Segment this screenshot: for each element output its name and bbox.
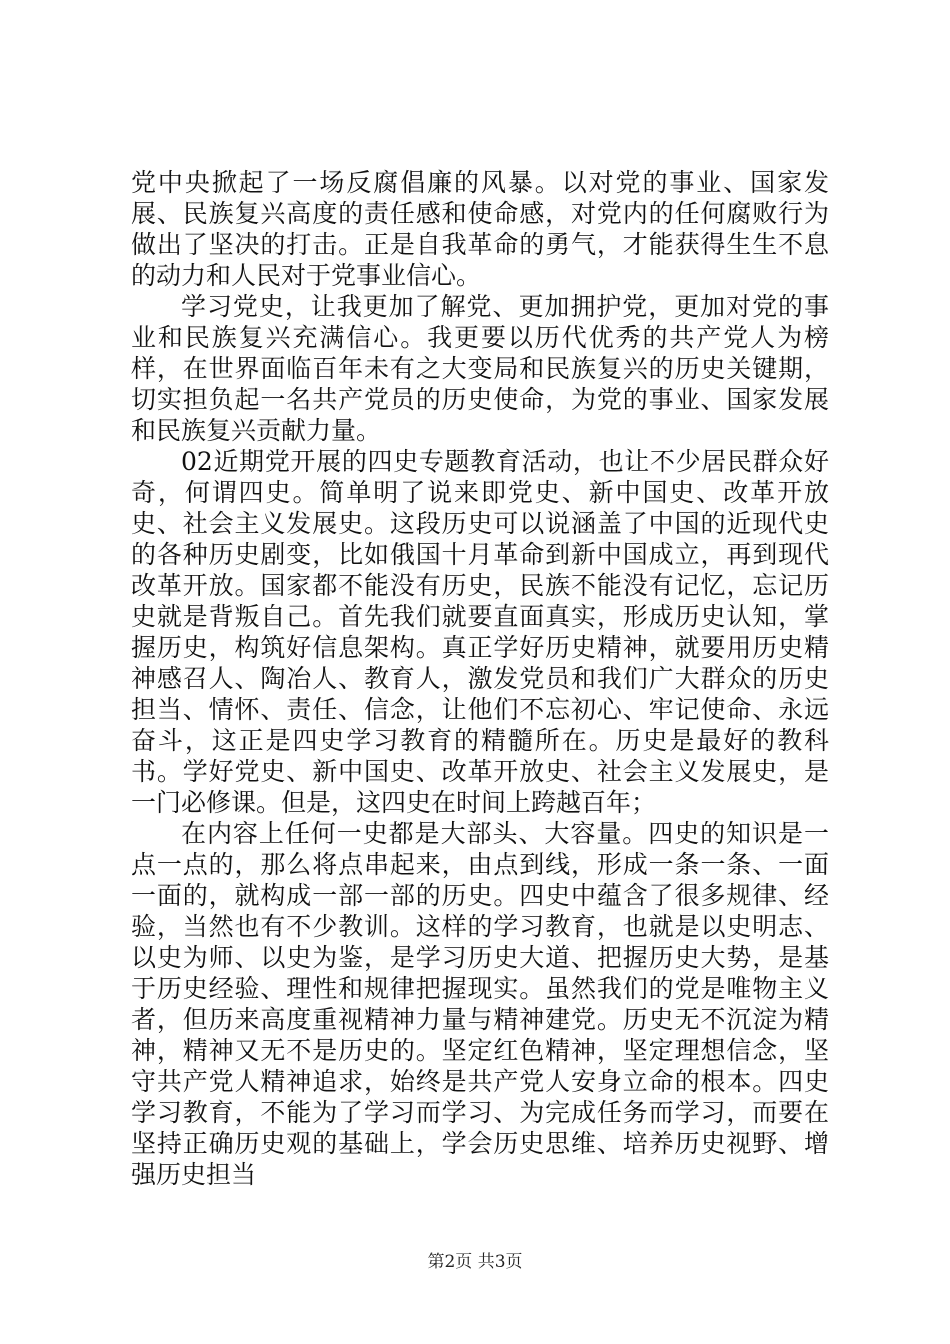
paragraph-2: 学习党史，让我更加了解党、更加拥护党，更加对党的事业和民族复兴充满信心。我更要以历代优秀的共产党人为榜样，在世界面临百年未有之大变局和民族复兴的历史关键期，切实担负起一名共产党员的历史使命，为党的事业、国家发展和民族复兴贡献力量。 <box>131 292 829 445</box>
paragraph-3: 02近期党开展的四史专题教育活动，也让不少居民群众好奇，何谓四史。简单明了说来即党史、新中国史、改革开放史、社会主义发展史。这段历史可以说涵盖了中国的近现代史的各种历史剧变，比如俄国十月革命到新中国成立，再到现代改革开放。国家都不能没有历史，民族不能没有记忆，忘记历史就是背叛自己。首先我们就要直面真实，形成历史认知，掌握历史，构筑好信息架构。真正学好历史精神，就要用历史精神感召人、陶冶人、教育人，激发党员和我们广大群众的历史担当、情怀、责任、信念，让他们不忘初心、牢记使命、永远奋斗，这正是四史学习教育的精髓所在。历史是最好的教科书。学好党史、新中国史、改革开放史、社会主义发展史，是一门必修课。但是，这四史在时间上跨越百年； <box>131 447 829 817</box>
page-number-footer: 第2页 共3页 <box>427 1252 523 1272</box>
paragraph-4: 在内容上任何一史都是大部头、大容量。四史的知识是一点一点的，那么将点串起来，由点到线，形成一条一条、一面一面的，就构成一部一部的历史。四史中蕴含了很多规律、经验，当然也有不少教训。这样的学习教育，也就是以史明志、以史为师、以史为鉴，是学习历史大道、把握历史大势，是基于历史经验、理性和规律把握现实。虽然我们的党是唯物主义者，但历来高度重视精神力量与精神建党。历史无不沉淀为精神，精神又无不是历史的。坚定红色精神，坚定理想信念，坚守共产党人精神追求，始终是共产党人安身立命的根本。四史学习教育，不能为了学习而学习、为完成任务而学习，而要在坚持正确历史观的基础上，学会历史思维、培养历史视野、增强历史担当 <box>131 819 829 1189</box>
paragraph-1: 党中央掀起了一场反腐倡廉的风暴。以对党的事业、国家发展、民族复兴高度的责任感和使命感，对党内的任何腐败行为做出了坚决的打击。正是自我革命的勇气，才能获得生生不息的动力和人民对于党事业信心。 <box>131 168 829 290</box>
document-body <box>131 167 829 1190</box>
